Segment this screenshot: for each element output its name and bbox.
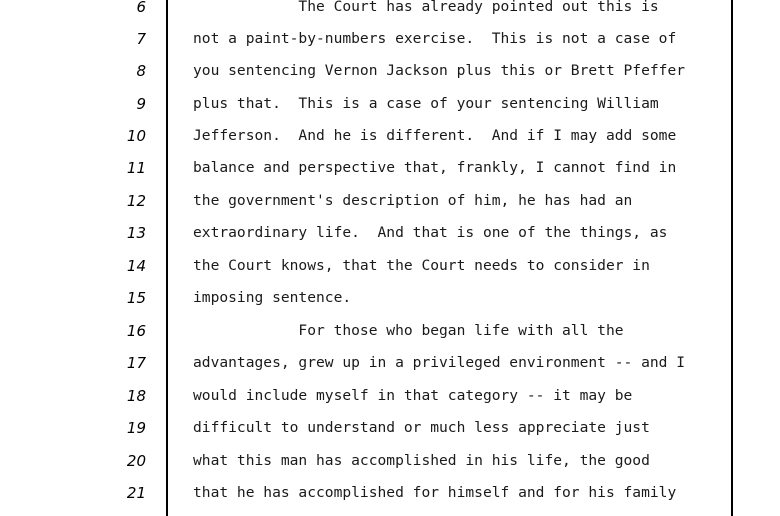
line-number: 14: [126, 257, 146, 275]
line-text: not a paint-by-numbers exercise. This is not a case of: [193, 30, 677, 47]
line-text: that he has accomplished for himself and for his family: [193, 484, 677, 501]
line-number: 20: [126, 452, 146, 470]
line-number: 6: [136, 0, 146, 16]
transcript-line: [0, 256, 780, 288]
line-number: 8: [136, 62, 146, 80]
transcript-line: [0, 321, 780, 353]
transcript-line: [0, 223, 780, 255]
line-number: 10: [126, 127, 146, 145]
line-number: 12: [126, 192, 146, 210]
line-text: the government's description of him, he has had an: [193, 192, 633, 209]
transcript-line: [0, 288, 780, 320]
line-number: 9: [136, 95, 146, 113]
line-number: 21: [126, 484, 146, 502]
transcript-line: [0, 94, 780, 126]
line-number: 15: [126, 289, 146, 307]
transcript-line: [0, 353, 780, 385]
transcript-line: [0, 0, 780, 29]
line-text: difficult to understand or much less appreciate just: [193, 419, 650, 436]
line-text: extraordinary life. And that is one of the things, as: [193, 224, 668, 241]
line-number: 16: [126, 322, 146, 340]
line-number: 17: [126, 354, 146, 372]
line-text: The Court has already pointed out this is: [193, 0, 659, 15]
line-number: 13: [126, 224, 146, 242]
transcript-line: [0, 418, 780, 450]
line-text: the Court knows, that the Court needs to consider in: [193, 257, 650, 274]
line-text: imposing sentence.: [193, 289, 352, 306]
transcript-line: [0, 451, 780, 483]
line-text: For those who began life with all the: [193, 322, 624, 339]
transcript-line: [0, 29, 780, 61]
line-number: 7: [136, 30, 146, 48]
transcript-line: [0, 126, 780, 158]
line-number: 19: [126, 419, 146, 437]
line-text: plus that. This is a case of your sentencing William: [193, 95, 659, 112]
transcript-line: [0, 386, 780, 418]
transcript-line: [0, 61, 780, 93]
line-text: Jefferson. And he is different. And if I may add some: [193, 127, 677, 144]
transcript-line: [0, 483, 780, 515]
transcript-line: [0, 158, 780, 190]
line-number: 18: [126, 387, 146, 405]
transcript-line: [0, 191, 780, 223]
line-text: balance and perspective that, frankly, I cannot find in: [193, 159, 677, 176]
line-text: what this man has accomplished in his life, the good: [193, 452, 650, 469]
line-number: 11: [126, 159, 146, 177]
line-text: you sentencing Vernon Jackson plus this or Brett Pfeffer: [193, 62, 686, 79]
line-text: advantages, grew up in a privileged environment -- and I: [193, 354, 686, 371]
line-text: would include myself in that category -- it may be: [193, 387, 633, 404]
